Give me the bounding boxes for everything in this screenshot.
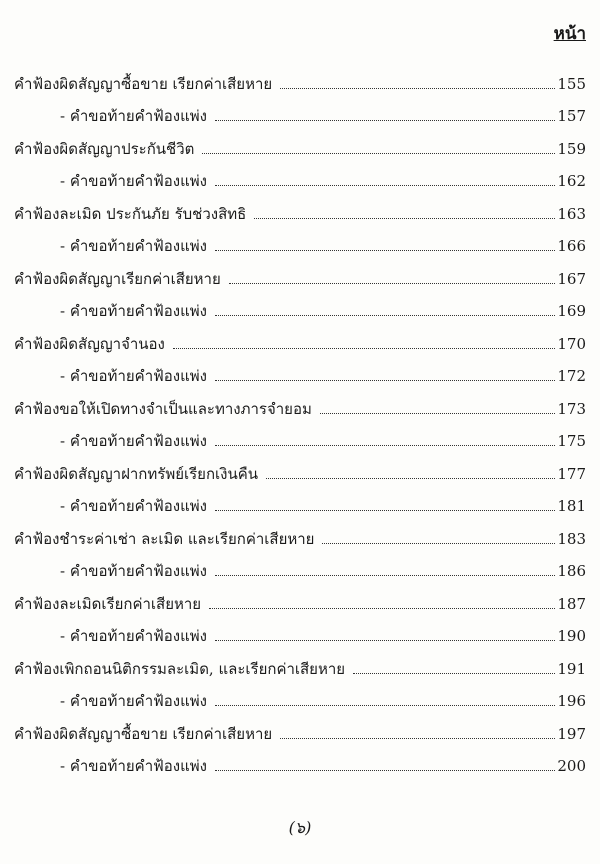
toc-entry-page: 163	[557, 204, 586, 223]
dot-leader	[215, 250, 555, 251]
toc-entry-page: 166	[557, 237, 586, 255]
toc-subentry	[0, 743, 600, 776]
toc-entry-page: 167	[557, 269, 586, 288]
toc-entry-title: - คำขอท้ายคำฟ้องแพ่ง	[60, 692, 207, 710]
dot-leader	[229, 283, 556, 284]
toc-entry-page: 187	[557, 594, 586, 613]
toc-entry-page: 183	[557, 529, 586, 548]
dot-leader	[215, 380, 555, 381]
toc-subentry	[0, 93, 600, 126]
toc-entry-page: 191	[557, 659, 586, 678]
toc-entry-title: - คำขอท้ายคำฟ้องแพ่ง	[60, 237, 207, 255]
dot-leader	[215, 640, 555, 641]
toc-entry-title: คำฟ้องขอให้เปิดทางจำเป็นและทางภารจำยอม	[14, 399, 312, 418]
toc-entry	[0, 125, 600, 158]
toc-entry	[0, 645, 600, 678]
toc-entry-page: 170	[557, 334, 586, 353]
toc-entry-page: 197	[557, 724, 586, 743]
toc-entry-title: คำฟ้องชำระค่าเช่า ละเมิด และเรียกค่าเสียหาย	[14, 529, 315, 548]
toc-entry-page: 159	[557, 139, 586, 158]
toc-subentry	[0, 483, 600, 516]
toc-entry-page: 162	[557, 172, 586, 190]
toc-entry-title: - คำขอท้ายคำฟ้องแพ่ง	[60, 432, 207, 450]
toc-entry-title: - คำขอท้ายคำฟ้องแพ่ง	[60, 562, 207, 580]
dot-leader	[215, 445, 555, 446]
dot-leader	[322, 543, 555, 544]
toc-entry-page: 181	[557, 497, 586, 515]
toc-subentry	[0, 548, 600, 581]
toc-entry-title: คำฟ้องผิดสัญญาจำนอง	[14, 334, 165, 353]
toc-entry-title: คำฟ้องละเมิด ประกันภัย รับช่วงสิทธิ	[14, 204, 247, 223]
toc-entry-title: - คำขอท้ายคำฟ้องแพ่ง	[60, 497, 207, 515]
dot-leader	[353, 673, 555, 674]
toc-entry-page: 177	[557, 464, 586, 483]
toc-entry-page: 186	[557, 562, 586, 580]
dot-leader	[215, 120, 555, 121]
toc-entry-title: คำฟ้องผิดสัญญาฝากทรัพย์เรียกเงินคืน	[14, 464, 259, 483]
toc-subentry	[0, 678, 600, 711]
dot-leader	[209, 608, 555, 609]
dot-leader	[215, 575, 555, 576]
dot-leader	[266, 478, 555, 479]
toc-entry	[0, 60, 600, 93]
toc-entry-title: คำฟ้องละเมิดเรียกค่าเสียหาย	[14, 594, 202, 613]
toc-entry	[0, 515, 600, 548]
toc-entry-title: คำฟ้องผิดสัญญาซื้อขาย เรียกค่าเสียหาย	[14, 724, 273, 743]
toc-entry	[0, 580, 600, 613]
toc-entry	[0, 320, 600, 353]
toc-entry-title: - คำขอท้ายคำฟ้องแพ่ง	[60, 757, 207, 775]
dot-leader	[173, 348, 555, 349]
toc-entry-page: 196	[557, 692, 586, 710]
toc-entry-title: - คำขอท้ายคำฟ้องแพ่ง	[60, 107, 207, 125]
dot-leader	[280, 738, 555, 739]
toc-entry-title: - คำขอท้ายคำฟ้องแพ่ง	[60, 367, 207, 385]
toc-entry-page: 175	[557, 432, 586, 450]
toc-subentry	[0, 223, 600, 256]
dot-leader	[215, 510, 555, 511]
toc-entry-title: คำฟ้องผิดสัญญาเรียกค่าเสียหาย	[14, 269, 221, 288]
toc-subentry	[0, 418, 600, 451]
toc-subentry	[0, 613, 600, 646]
dot-leader	[215, 185, 555, 186]
toc-entry-page: 200	[557, 757, 586, 775]
toc-entry-title: คำฟ้องผิดสัญญาประกันชีวิต	[14, 139, 195, 158]
toc-entry-title: - คำขอท้ายคำฟ้องแพ่ง	[60, 627, 207, 645]
table-of-contents	[0, 60, 600, 775]
toc-entry	[0, 450, 600, 483]
page-number: (๖)	[288, 818, 312, 837]
dot-leader	[320, 413, 556, 414]
page-column-heading: หน้า	[553, 24, 586, 44]
toc-entry-title: - คำขอท้ายคำฟ้องแพ่ง	[60, 302, 207, 320]
toc-entry-page: 157	[557, 107, 586, 125]
toc-entry-title: - คำขอท้ายคำฟ้องแพ่ง	[60, 172, 207, 190]
toc-entry-page: 172	[557, 367, 586, 385]
toc-subentry	[0, 353, 600, 386]
toc-entry	[0, 385, 600, 418]
toc-entry-page: 173	[557, 399, 586, 418]
dot-leader	[280, 88, 555, 89]
toc-entry	[0, 255, 600, 288]
dot-leader	[215, 770, 555, 771]
dot-leader	[254, 218, 555, 219]
toc-entry-page: 190	[557, 627, 586, 645]
dot-leader	[215, 315, 555, 316]
toc-entry	[0, 190, 600, 223]
toc-subentry	[0, 288, 600, 321]
toc-entry-title: คำฟ้องผิดสัญญาซื้อขาย เรียกค่าเสียหาย	[14, 74, 273, 93]
toc-entry-page: 155	[557, 74, 586, 93]
toc-entry-page: 169	[557, 302, 586, 320]
toc-entry-title: คำฟ้องเพิกถอนนิติกรรมละเมิด, และเรียกค่าเสียหาย	[14, 659, 346, 678]
toc-subentry	[0, 158, 600, 191]
dot-leader	[215, 705, 555, 706]
toc-entry	[0, 710, 600, 743]
dot-leader	[202, 153, 555, 154]
